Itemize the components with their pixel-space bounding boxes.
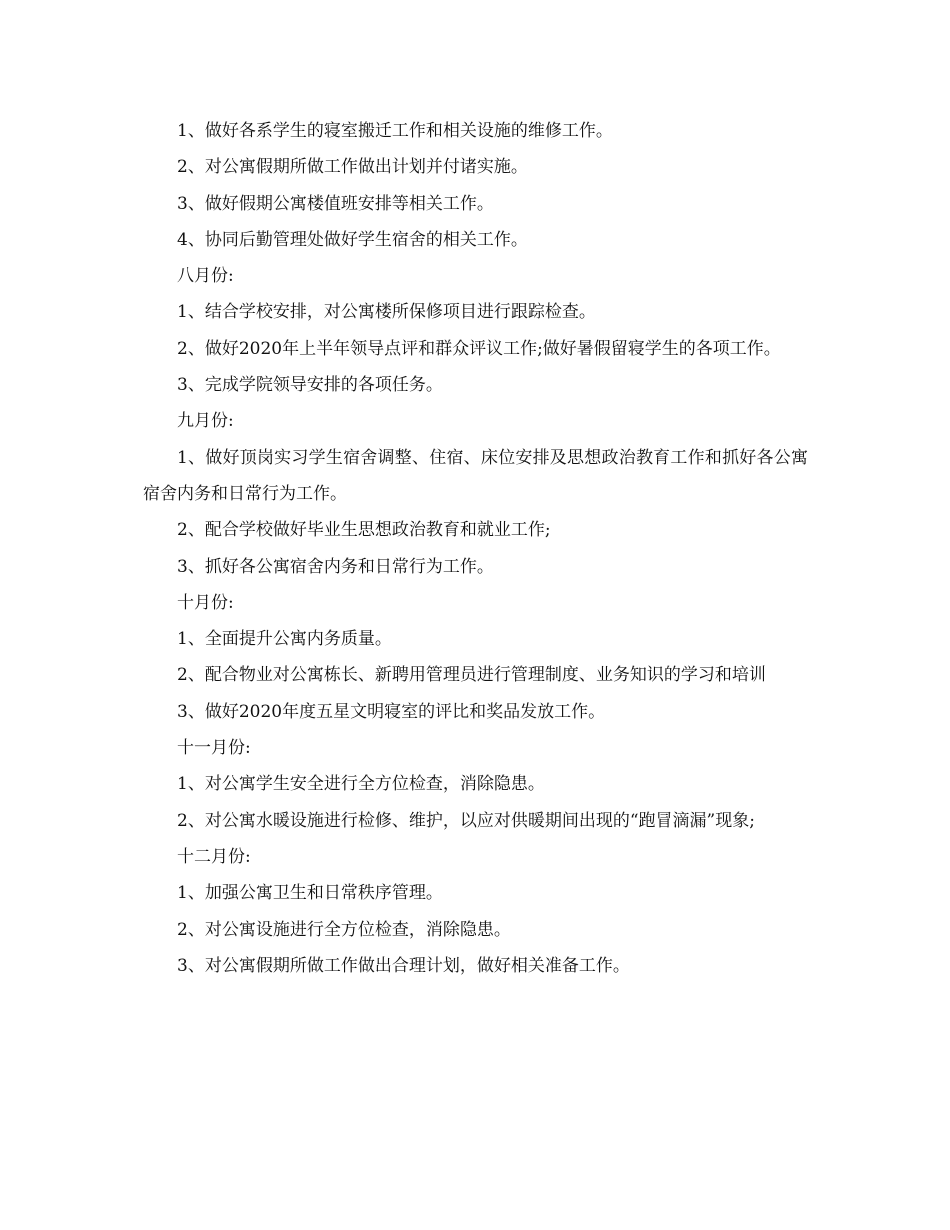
month-heading: 八月份: [177,266,234,287]
month-heading: 十月份: [177,592,234,613]
month-heading: 十二月份: [177,846,251,867]
paragraph: 1、全面提升公寓内务质量。 [177,629,392,650]
paragraph: 2、对公寓假期所做工作做出计划并付诸实施。 [177,157,528,178]
paragraph: 1、加强公寓卫生和日常秩序管理。 [177,883,443,904]
paragraph: 1、对公寓学生安全进行全方位检查，消除隐患。 [177,774,545,795]
paragraph: 2、对公寓设施进行全方位检查，消除隐患。 [177,919,511,940]
paragraph: 2、对公寓水暖设施进行检修、维护，以应对供暖期间出现的“跑冒滴漏”现象; [177,810,755,831]
month-heading: 九月份: [177,411,234,432]
paragraph: 1、结合学校安排，对公寓楼所保修项目进行跟踪检查。 [177,302,596,323]
paragraph: 1、做好各系学生的寝室搬迁工作和相关设施的维修工作。 [177,121,613,141]
paragraph: 3、完成学院领导安排的各项任务。 [177,375,443,396]
paragraph: 2、配合学校做好毕业生思想政治教育和就业工作; [177,520,551,541]
document-body [143,113,808,984]
paragraph: 3、抓好各公寓宿舍内务和日常行为工作。 [177,556,494,577]
paragraph: 2、配合物业对公寓栋长、新聘用管理员进行管理制度、业务知识的学习和培训 [177,665,766,686]
paragraph: 3、对公寓假期所做工作做出合理计划，做好相关准备工作。 [177,955,630,976]
paragraph: 3、做好2020年度五星文明寝室的评比和奖品发放工作。 [177,701,606,722]
paragraph: 3、做好假期公寓楼值班安排等相关工作。 [177,193,494,214]
month-heading: 十一月份: [177,738,251,759]
paragraph: 4、协同后勤管理处做好学生宿舍的相关工作。 [177,229,528,250]
paragraph: 2、做好2020年上半年领导点评和群众评议工作;做好暑假留寝学生的各项工作。 [177,338,781,359]
paragraph: 1、做好顶岗实习学生宿舍调整、住宿、床位安排及思想政治教育工作和抓好各公寓宿舍内务和日常行为工作。 [143,447,808,504]
